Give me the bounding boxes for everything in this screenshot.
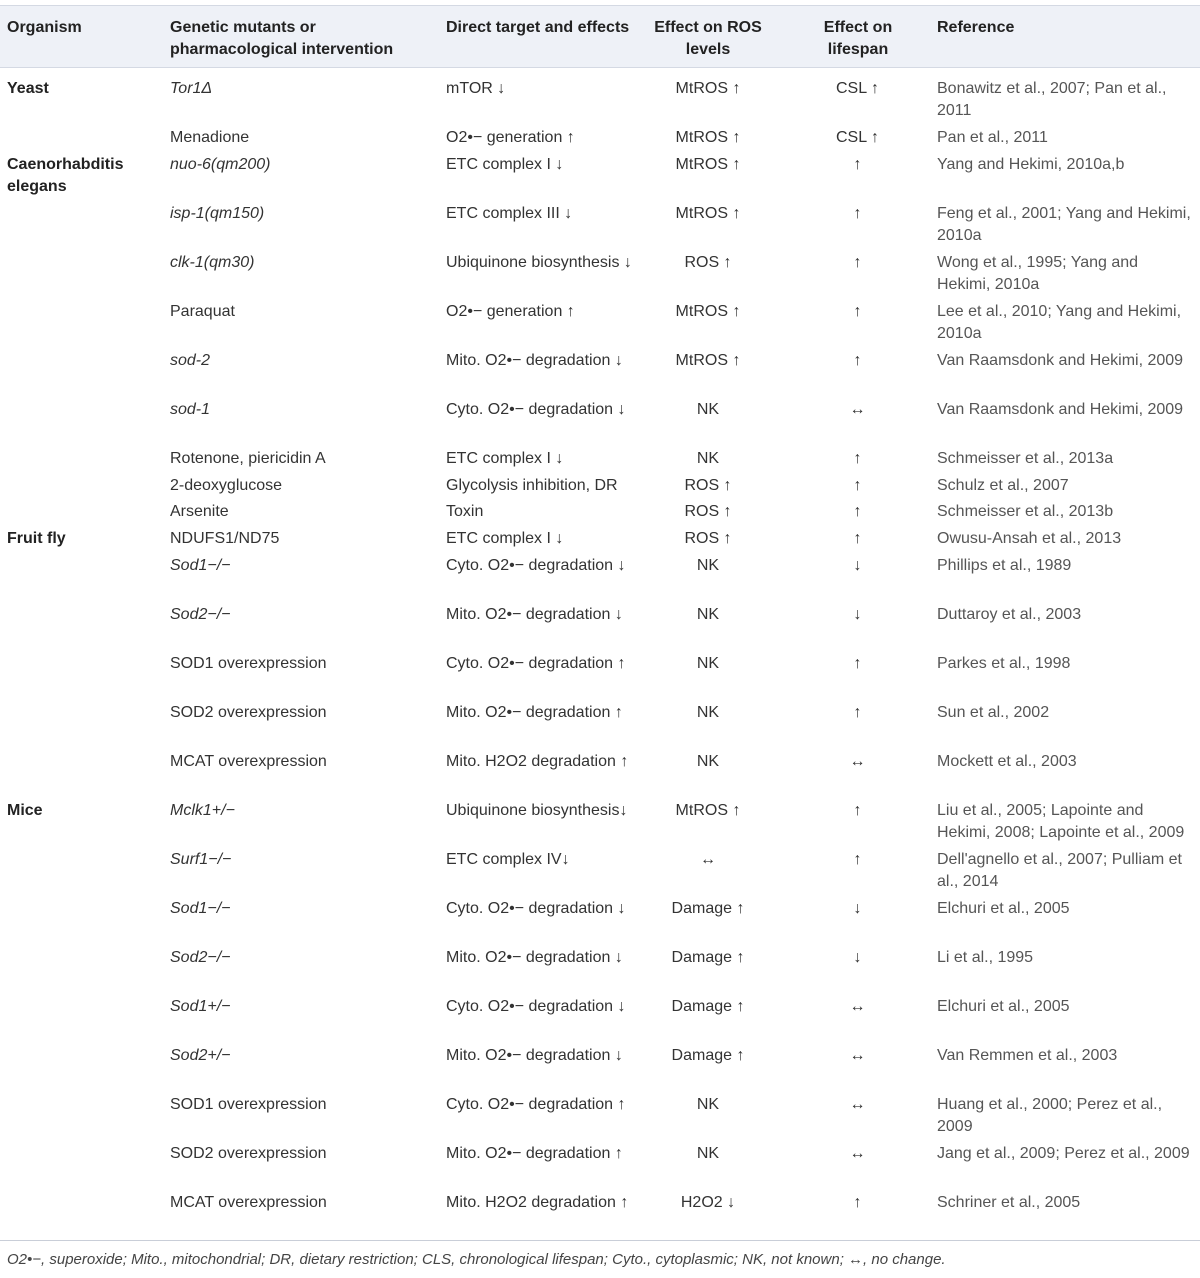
cell-target: Cyto. O2•− degradation ↑ (446, 1096, 626, 1113)
cell-ros: NK (696, 704, 720, 721)
footnote: O2•−, superoxide; Mito., mitochondrial; DR, dietary restriction; CLS, chronological lifespan; Cyto., cytoplasmic; NK, not known; ↔, no change. (7, 1251, 946, 1268)
cell-ros: MtROS ↑ (675, 352, 741, 369)
cell-organism: Mice (7, 802, 43, 819)
cell-lifespan: ↑ (853, 352, 862, 369)
cell-lifespan: ↑ (853, 802, 862, 819)
cell-reference: Schmeisser et al., 2013a (937, 450, 1114, 467)
cell-target: Cyto. O2•− degradation ↓ (446, 900, 626, 917)
cell-target: Mito. O2•− degradation ↓ (446, 352, 623, 369)
cell-ros: H2O2 ↓ (680, 1194, 736, 1211)
cell-ros: MtROS ↑ (675, 80, 741, 97)
cell-ros: Damage ↑ (671, 998, 745, 1015)
cell-reference: Bonawitz et al., 2007; Pan et al., 2011 (937, 80, 1167, 119)
cell-genetic: Sod2−/− (170, 606, 231, 623)
cell-reference: Van Remmen et al., 2003 (937, 1047, 1118, 1064)
cell-lifespan: ↑ (853, 851, 862, 868)
cell-reference: Huang et al., 2000; Perez et al., 2009 (937, 1096, 1163, 1135)
cell-genetic: Sod1+/− (170, 998, 231, 1015)
cell-ros: ROS ↑ (684, 254, 732, 271)
cell-ros: NK (696, 1145, 720, 1162)
cell-target: Cyto. O2•− degradation ↑ (446, 655, 626, 672)
cell-genetic: Tor1Δ (170, 80, 213, 97)
cell-reference: Yang and Hekimi, 2010a,b (937, 156, 1125, 173)
cell-ros: MtROS ↑ (675, 129, 741, 146)
cell-reference: Van Raamsdonk and Hekimi, 2009 (937, 401, 1184, 418)
cell-ros: NK (696, 606, 720, 623)
cell-ros: NK (696, 557, 720, 574)
cell-reference: Sun et al., 2002 (937, 704, 1050, 721)
header-genetic: Genetic mutants or pharmacological intervention (170, 19, 394, 58)
cell-genetic: MCAT overexpression (170, 753, 327, 770)
cell-target: Ubiquinone biosynthesis↓ (446, 802, 628, 819)
header-target: Direct target and effects (446, 19, 630, 36)
cell-target: Ubiquinone biosynthesis ↓ (446, 254, 632, 271)
cell-lifespan: ↑ (853, 205, 862, 222)
cell-target: ETC complex III ↓ (446, 205, 573, 222)
table-bottom-rule (0, 1240, 1200, 1241)
cell-lifespan: ↔ (849, 1145, 866, 1162)
cell-ros: ROS ↑ (684, 477, 732, 494)
cell-lifespan: ↑ (853, 503, 862, 520)
cell-genetic: Menadione (170, 129, 250, 146)
cell-ros: MtROS ↑ (675, 802, 741, 819)
cell-target: Mito. H2O2 degradation ↑ (446, 753, 629, 770)
cell-genetic: SOD2 overexpression (170, 1145, 327, 1162)
cell-target: O2•− generation ↑ (446, 303, 575, 320)
cell-ros: MtROS ↑ (675, 156, 741, 173)
header-organism: Organism (7, 19, 82, 36)
cell-lifespan: ↑ (853, 655, 862, 672)
cell-lifespan: ↑ (853, 156, 862, 173)
cell-lifespan: ↔ (849, 1047, 866, 1064)
cell-ros: NK (696, 753, 720, 770)
cell-target: Toxin (446, 503, 484, 520)
cell-lifespan: ↑ (853, 450, 862, 467)
cell-genetic: Paraquat (170, 303, 235, 320)
header-ros: Effect on ROS levels (654, 19, 762, 58)
cell-lifespan: ↓ (853, 557, 862, 574)
cell-reference: Jang et al., 2009; Perez et al., 2009 (937, 1145, 1190, 1162)
cell-genetic: NDUFS1/ND75 (170, 530, 280, 547)
header-reference: Reference (937, 19, 1015, 36)
cell-reference: Parkes et al., 1998 (937, 655, 1071, 672)
cell-lifespan: ↔ (849, 998, 866, 1015)
cell-reference: Van Raamsdonk and Hekimi, 2009 (937, 352, 1184, 369)
cell-genetic: Surf1−/− (170, 851, 232, 868)
cell-reference: Schriner et al., 2005 (937, 1194, 1081, 1211)
cell-target: Cyto. O2•− degradation ↓ (446, 557, 626, 574)
cell-reference: Liu et al., 2005; Lapointe and Hekimi, 2008; Lapointe et al., 2009 (937, 802, 1185, 841)
cell-ros: MtROS ↑ (675, 205, 741, 222)
cell-target: Mito. O2•− degradation ↑ (446, 704, 623, 721)
cell-genetic: clk-1(qm30) (170, 254, 255, 271)
cell-genetic: Rotenone, piericidin A (170, 450, 326, 467)
cell-lifespan: CSL ↑ (836, 129, 879, 146)
header-lifespan: Effect on lifespan (823, 19, 893, 58)
cell-reference: Pan et al., 2011 (937, 129, 1048, 146)
cell-reference: Mockett et al., 2003 (937, 753, 1077, 770)
cell-target: mTOR ↓ (446, 80, 506, 97)
cell-ros: NK (696, 401, 720, 418)
cell-target: ETC complex I ↓ (446, 530, 564, 547)
cell-lifespan: ↑ (853, 530, 862, 547)
cell-reference: Schmeisser et al., 2013b (937, 503, 1114, 520)
cell-target: ETC complex IV↓ (446, 851, 570, 868)
cell-reference: Phillips et al., 1989 (937, 557, 1072, 574)
cell-target: Cyto. O2•− degradation ↓ (446, 998, 626, 1015)
cell-target: Mito. O2•− degradation ↓ (446, 606, 623, 623)
cell-reference: Duttaroy et al., 2003 (937, 606, 1082, 623)
cell-target: Cyto. O2•− degradation ↓ (446, 401, 626, 418)
cell-ros: Damage ↑ (671, 949, 745, 966)
cell-lifespan: ↔ (849, 401, 866, 418)
cell-lifespan: ↑ (853, 704, 862, 721)
cell-ros: NK (696, 1096, 720, 1113)
cell-ros: NK (696, 450, 720, 467)
cell-lifespan: ↑ (853, 1194, 862, 1211)
cell-genetic: Arsenite (170, 503, 229, 520)
cell-organism: Fruit fly (7, 530, 66, 547)
cell-genetic: Mclk1+/− (170, 802, 235, 819)
cell-target: O2•− generation ↑ (446, 129, 575, 146)
cell-lifespan: ↑ (853, 254, 862, 271)
cell-ros: NK (696, 655, 720, 672)
cell-target: Mito. O2•− degradation ↓ (446, 949, 623, 966)
cell-target: Mito. O2•− degradation ↑ (446, 1145, 623, 1162)
cell-genetic: Sod2+/− (170, 1047, 231, 1064)
cell-reference: Wong et al., 1995; Yang and Hekimi, 2010a (937, 254, 1139, 293)
cell-reference: Elchuri et al., 2005 (937, 900, 1070, 917)
cell-reference: Schulz et al., 2007 (937, 477, 1069, 494)
cell-lifespan: ↔ (849, 1096, 866, 1113)
cell-genetic: SOD1 overexpression (170, 1096, 327, 1113)
cell-lifespan: CSL ↑ (836, 80, 879, 97)
cell-genetic: 2-deoxyglucose (170, 477, 283, 494)
cell-ros: ROS ↑ (684, 530, 732, 547)
cell-genetic: sod-1 (170, 401, 211, 418)
cell-genetic: SOD2 overexpression (170, 704, 327, 721)
cell-lifespan: ↓ (853, 949, 862, 966)
cell-reference: Elchuri et al., 2005 (937, 998, 1070, 1015)
cell-ros: Damage ↑ (671, 900, 745, 917)
cell-lifespan: ↓ (853, 606, 862, 623)
cell-lifespan: ↑ (853, 477, 862, 494)
cell-ros: ↔ (700, 851, 716, 868)
cell-lifespan: ↔ (849, 753, 866, 770)
cell-target: Mito. O2•− degradation ↓ (446, 1047, 623, 1064)
cell-reference: Lee et al., 2010; Yang and Hekimi, 2010a (937, 303, 1182, 342)
cell-reference: Owusu-Ansah et al., 2013 (937, 530, 1122, 547)
cell-target: ETC complex I ↓ (446, 156, 564, 173)
cell-genetic: nuo-6(qm200) (170, 156, 271, 173)
cell-genetic: Sod1−/− (170, 900, 231, 917)
cell-reference: Feng et al., 2001; Yang and Hekimi, 2010a (937, 205, 1191, 244)
cell-ros: ROS ↑ (684, 503, 732, 520)
cell-ros: MtROS ↑ (675, 303, 741, 320)
cell-genetic: Sod2−/− (170, 949, 231, 966)
cell-genetic: isp-1(qm150) (170, 205, 265, 222)
cell-reference: Li et al., 1995 (937, 949, 1034, 966)
cell-genetic: SOD1 overexpression (170, 655, 327, 672)
table-header (0, 5, 1200, 68)
cell-organism: Caenorhabditis elegans (7, 156, 124, 195)
cell-lifespan: ↑ (853, 303, 862, 320)
cell-organism: Yeast (7, 80, 49, 97)
cell-genetic: sod-2 (170, 352, 211, 369)
cell-target: ETC complex I ↓ (446, 450, 564, 467)
cell-genetic: MCAT overexpression (170, 1194, 327, 1211)
cell-target: Glycolysis inhibition, DR (446, 477, 618, 494)
cell-target: Mito. H2O2 degradation ↑ (446, 1194, 629, 1211)
cell-reference: Dell'agnello et al., 2007; Pulliam et al., 2014 (937, 851, 1182, 890)
cell-lifespan: ↓ (853, 900, 862, 917)
cell-genetic: Sod1−/− (170, 557, 231, 574)
cell-ros: Damage ↑ (671, 1047, 745, 1064)
